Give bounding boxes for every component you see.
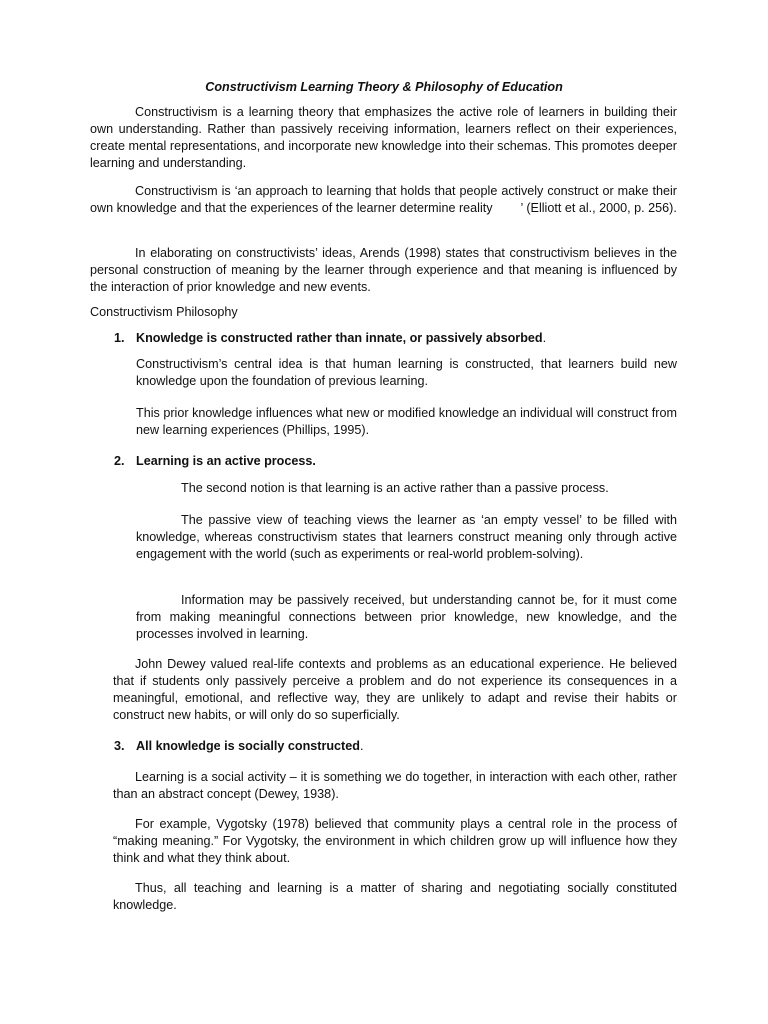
section-3-paragraph-3: Thus, all teaching and learning is a matter of sharing and negotiating socially constituted knowledge. [113, 881, 677, 912]
document-title: Constructivism Learning Theory & Philosophy of Education [205, 80, 563, 94]
section-3-number: 3. [114, 739, 125, 753]
section-1-heading [136, 330, 546, 347]
section-1-heading-text: Knowledge is constructed rather than innate, or passively absorbed [136, 331, 543, 345]
section-2-closing-paragraph: John Dewey valued real-life contexts and problems as an educational experience. He believed that if students only passively perceive a problem and do not experience its consequences in a meaningful, emotional, and reflective way, they are unlikely to adapt and revise their habits or construct new habits, or will only do so superficially. [113, 657, 677, 722]
section-2-paragraph-2: The passive view of teaching views the learner as ‘an empty vessel’ to be filled with knowledge, whereas constructivism states that learners construct meaning only through active engagement with the world (such as experiments or real-world problem-solving). [136, 513, 677, 561]
section-2-number: 2. [114, 454, 125, 468]
section-3-paragraph-2: For example, Vygotsky (1978) believed that community plays a central role in the process of “making meaning.” For Vygotsky, the environment in which children grow up will influence how they think and what they think about. [113, 817, 677, 865]
intro-paragraph-3: In elaborating on constructivists’ ideas, Arends (1998) states that constructivism believes in the personal construction of meaning by the learner through experience and that meaning is influenced by the interaction of prior knowledge and new events. [90, 246, 677, 294]
section-2-heading [136, 453, 316, 470]
section-2-paragraph-3: Information may be passively received, but understanding cannot be, for it must come from making meaningful connections between prior knowledge, new knowledge, and the processes involved in learning. [136, 593, 677, 641]
section-1-heading-tail: . [542, 331, 547, 345]
section-3-heading-tail: . [359, 739, 364, 753]
section-1-paragraph-2: This prior knowledge influences what new or modified knowledge an individual will construct from new learning experiences (Phillips, 1995). [136, 406, 677, 437]
section-3-heading-text: All knowledge is socially constructed [136, 739, 360, 753]
section-2-paragraph-1: The second notion is that learning is an active rather than a passive process. [181, 481, 609, 495]
intro-paragraph-2: Constructivism is ‘an approach to learning that holds that people actively construct or make their own knowledge and that the experiences of the learner determine reality ’ (Elliott et al., 2000, p. 256). [90, 184, 677, 215]
section-2-heading-text: Learning is an active process. [136, 454, 316, 468]
intro-paragraph-1: Constructivism is a learning theory that emphasizes the active role of learners in building their own understanding. Rather than passively receiving information, learners reflect on their experiences, create mental representations, and incorporate new knowledge into their schemas. This promotes deeper learning and understanding. [90, 105, 677, 170]
section-1-paragraph-1: Constructivism’s central idea is that human learning is constructed, that learners build new knowledge upon the foundation of previous learning. [136, 357, 677, 388]
section-1-number: 1. [114, 331, 125, 345]
section-3-paragraph-1: Learning is a social activity – it is something we do together, in interaction with each other, rather than an abstract concept (Dewey, 1938). [113, 770, 677, 801]
section-subheading: Constructivism Philosophy [90, 305, 238, 319]
section-3-heading [136, 738, 363, 755]
